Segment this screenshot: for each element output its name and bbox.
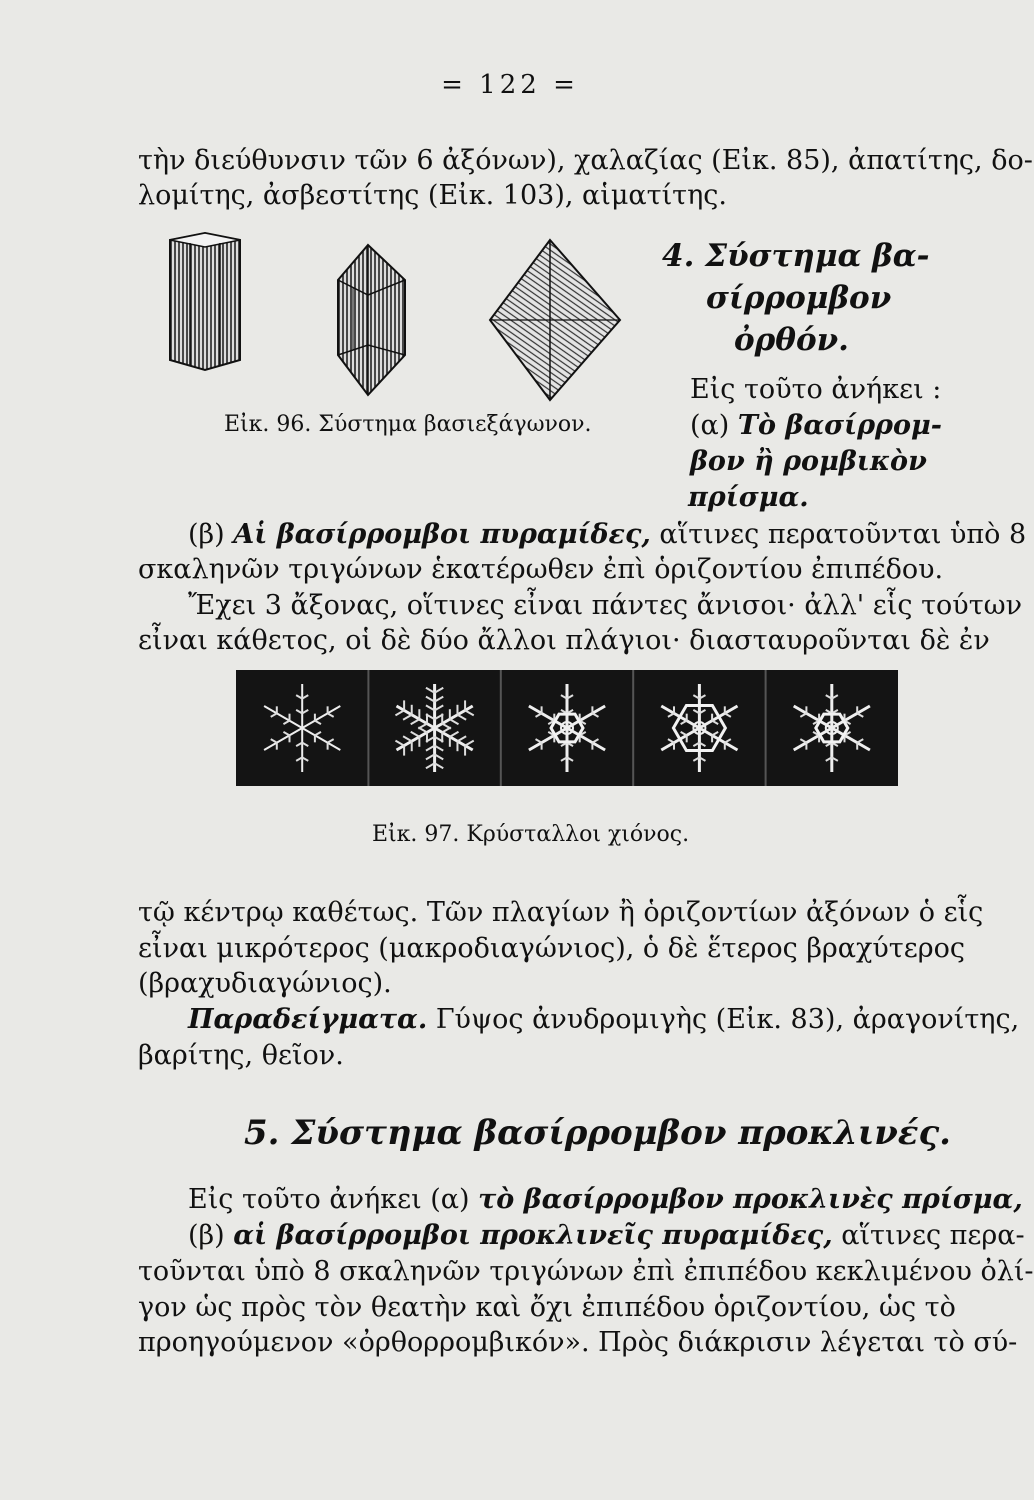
figure-96-caption: Εἰκ. 96. Σύστημα βασιεξάγωνον. [224, 412, 592, 437]
text-line: λομίτης, ἀσβεστίτης (Εἰκ. 103), αἱματίτης. [138, 180, 727, 211]
text-line: (β) Αἱ βασίρρομβοι πυραμίδες, αἵτινες περατοῦνται ὑπὸ 8 [188, 519, 1027, 550]
item-label: (α) [690, 410, 730, 441]
figure-97-snow-crystals [236, 670, 898, 786]
text-line: τῷ κέντρῳ καθέτως. Τῶν πλαγίων ἢ ὁριζοντίων ἀξόνων ὁ εἷς [138, 897, 984, 928]
hexagonal-bipyramid-drawing [338, 245, 405, 395]
text-line: Εἰς τοῦτο ἀνήκει (α) τὸ βασίρρομβον προκλινὲς πρίσμα, [188, 1184, 1023, 1215]
text-line: Παραδείγματα. Γύψος ἀνυδρομιγὴς (Εἰκ. 83), ἀραγονίτης, [188, 1004, 1020, 1035]
text-line: βον ἢ ρομβικὸν [690, 446, 927, 477]
text-line: πρίσμα. [688, 482, 809, 513]
text-line: τὴν διεύθυνσιν τῶν 6 ἀξόνων), χαλαζίας (Εἰκ. 85), ἀπατίτης, δο- [138, 145, 1033, 176]
text-line: γον ὡς πρὸς τὸν θεατὴν καὶ ὄχι ἐπιπέδου ὁριζοντίου, ὡς τὸ [138, 1292, 956, 1323]
text-line [690, 408, 942, 444]
section-4-heading-line: ὀρθόν. [734, 322, 849, 358]
text-line: Εἰς τοῦτο ἀνήκει : [690, 374, 942, 405]
text-line: σκαληνῶν τριγώνων ἑκατέρωθεν ἐπὶ ὁριζοντίου ἐπιπέδου. [138, 554, 944, 585]
text-line: εἶναι κάθετος, οἱ δὲ δύο ἄλλοι πλάγιοι· διασταυροῦνται δὲ ἐν [138, 625, 990, 656]
figure-97-caption: Εἰκ. 97. Κρύσταλλοι χιόνος. [372, 822, 690, 847]
text-line: προηγούμενον «ὀρθορρομβικόν». Πρὸς διάκρισιν λέγεται τὸ σύ- [138, 1327, 1018, 1358]
term-rhombic-prism: Τὸ βασίρρομ- [737, 410, 942, 441]
term-oblique-prism: τὸ βασίρρομβον προκλινὲς πρίσμα, [478, 1184, 1023, 1215]
section-4-heading-line: σίρρομβον [706, 280, 892, 316]
text-line: (β) αἱ βασίρρομβοι προκλινεῖς πυραμίδες, αἵτινες περα- [188, 1220, 1025, 1251]
examples-label: Παραδείγματα. [188, 1004, 428, 1035]
page-number: = 122 = [441, 70, 579, 100]
text-line: βαρίτης, θεῖον. [138, 1040, 344, 1071]
term-rhombic-pyramids: Αἱ βασίρρομβοι πυραμίδες, [233, 519, 651, 550]
rhombic-bipyramid-drawing [490, 240, 620, 400]
term-oblique-pyramids: αἱ βασίρρομβοι προκλινεῖς πυραμίδες, [233, 1220, 833, 1251]
text-line: τοῦνται ὑπὸ 8 σκαληνῶν τριγώνων ἐπὶ ἐπιπέδου κεκλιμένου ὀλί- [138, 1256, 1034, 1287]
section-5-heading: 5. Σύστημα βασίρρομβον προκλινές. [244, 1113, 951, 1153]
section-4-heading-line: 4. Σύστημα βα- [662, 238, 930, 274]
hexagonal-prism-drawing [170, 233, 240, 370]
text-line: (βραχυδιαγώνιος). [138, 968, 392, 999]
text-line: εἶναι μικρότερος (μακροδιαγώνιος), ὁ δὲ ἕτερος βραχύτερος [138, 933, 965, 964]
figure-96-crystals [150, 225, 650, 405]
text-line: Ἔχει 3 ἄξονας, οἵτινες εἶναι πάντες ἄνισοι· ἀλλ' εἷς τούτων [188, 590, 1023, 621]
